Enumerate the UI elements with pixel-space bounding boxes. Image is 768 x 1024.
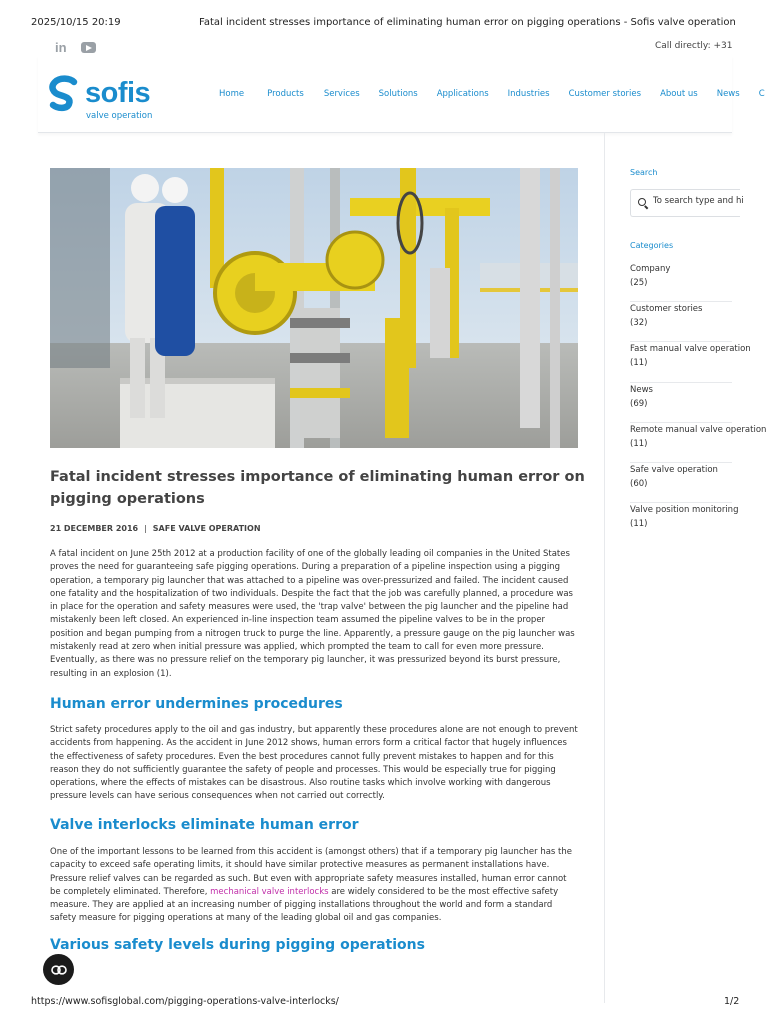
call-directly[interactable]: Call directly: +31 (655, 41, 733, 51)
brand-tagline: valve operation (86, 111, 153, 121)
category-item[interactable] (630, 302, 732, 342)
nav-applications[interactable]: Applications (436, 89, 489, 99)
heading-safety-levels: Various safety levels during pigging operations (50, 937, 425, 953)
nav-about-us[interactable]: About us (660, 89, 698, 99)
search-label: Search (630, 168, 658, 177)
category-item[interactable] (630, 423, 767, 463)
category-name[interactable]: Company (630, 264, 671, 274)
category-name[interactable]: Safe valve operation (630, 464, 718, 475)
category-item[interactable] (630, 463, 732, 503)
main-navbar (38, 56, 765, 133)
category-count: (11) (630, 438, 648, 449)
nav-news[interactable]: News (716, 89, 740, 99)
paragraph-procedures: Strict safety procedures apply to the oil and gas industry, but apparently these procedures alone are not enough to prevent accidents from happening. As the accident in June 2012 shows, human errors form a critical factor that hugely influences the effectiveness of safety procedures. Even the best procedures cannot fully prevent mistakes to happen and for this reason they do not sufficiently guarantee the safety of people and processes. This would be especially true for pigging operations, where the effects of mistakes can be disastrous. Also routine tasks which involve working with dangerous pressure levels can have serious consequences when not carried out correctly. (50, 725, 578, 802)
article-hero-image (50, 168, 578, 448)
categories-label: Categories (630, 241, 674, 250)
category-item[interactable] (630, 383, 732, 423)
meta-separator: | (144, 524, 147, 533)
pigging-installation-photo (50, 168, 578, 448)
nav-solutions[interactable]: Solutions (378, 89, 418, 99)
mechanical-valve-interlocks-link[interactable]: mechanical valve interlocks (210, 886, 329, 897)
article-intro: A fatal incident on June 25th 2012 at a production facility of one of the globally leading oil companies in the United States proves the need for guaranteeing safe pigging operations. During a preparation of a pipeline inspection using a pigging operation, a temporary pig launcher that was attached to a pipeline was over-pressurized and failed. The incident caused one fatality and the hospitalization of two individuals. Despite the fact that the job was carefully planned, a procedure was in place for the operation and safety measures were used, the 'trap valve' between the pig launcher and the pipeline had mistakenly been left closed. An experienced in-line inspection team assumed the pipeline valves to be in the proper position and began pumping from a nitrogen truck to purge the line. Apparently, a pressure gauge on the pig launcher was mistakenly read at zero when initial pressure was applied, which prompted the team to call for even more pressure. Eventually, as there was no pressure relief on the temporary pig launcher, it was pressurized beyond its burst pressure, resulting in an explosion (1). (50, 549, 575, 679)
category-count: (32) (630, 318, 648, 329)
category-list (630, 262, 767, 543)
interlocks-text-after: are widely considered to be the most effective safety measure. They are applied at an increasing number of pigging installations throughout the world and form a standard safety measure for pigging operations at many of the leading global oil and gas companies. (50, 886, 559, 924)
category-count: (11) (630, 519, 648, 530)
heading-interlocks: Valve interlocks eliminate human error (50, 817, 359, 833)
search-box[interactable] (630, 189, 740, 217)
category-name[interactable]: Remote manual valve operation (630, 424, 767, 435)
print-url: https://www.sofisglobal.com/pigging-operations-valve-interlocks/ (31, 996, 339, 1007)
article-category[interactable]: SAFE VALVE OPERATION (152, 524, 261, 533)
sofis-logo-icon (48, 76, 80, 114)
article-title: Fatal incident stresses importance of eliminating human error on pigging operations (50, 469, 585, 507)
search-icon (638, 198, 646, 206)
category-name[interactable]: Valve position monitoring (630, 505, 739, 516)
category-count: (69) (630, 398, 648, 409)
paragraph-interlocks (50, 846, 578, 926)
print-date: 2025/10/15 20:19 (31, 17, 121, 28)
category-count: (11) (630, 358, 648, 369)
heading-procedures: Human error undermines procedures (50, 696, 343, 712)
link-icon (51, 965, 67, 975)
sofis-logo[interactable] (48, 74, 168, 124)
category-item[interactable] (630, 503, 739, 543)
social-links (55, 40, 96, 55)
nav-products[interactable]: Products (267, 89, 304, 99)
category-count: (25) (630, 278, 648, 288)
youtube-icon[interactable] (81, 42, 96, 53)
print-title: Fatal incident stresses importance of eliminating human error on pigging operations - Sofis valve operation (199, 17, 736, 28)
category-name[interactable]: News (630, 384, 653, 395)
print-page-number: 1/2 (724, 996, 740, 1007)
nav-home[interactable]: Home (219, 89, 245, 99)
main-menu (219, 89, 765, 99)
category-item[interactable] (630, 342, 751, 382)
nav-contact[interactable]: C (758, 89, 765, 99)
category-item[interactable] (630, 262, 732, 302)
article-date: 21 DECEMBER 2016 (50, 524, 139, 533)
brand-name: sofis (85, 77, 151, 109)
sidebar-divider (604, 133, 605, 1003)
nav-customer-stories[interactable]: Customer stories (568, 89, 642, 99)
category-name[interactable]: Customer stories (630, 304, 703, 315)
interlocks-text-before: One of the important lessons to be learned from this accident is (amongst others) that if a temporary pig launcher has the capacity to exceed safe operating limits, it should have similar protective measures as permanent installations have. Pressure relief valves can be regarded as such. But even with appropriate safety measures installed, human error cannot be completely eliminated. Therefore, (50, 847, 572, 897)
cookie-settings-button[interactable] (43, 954, 74, 985)
search-input[interactable] (653, 196, 743, 206)
nav-services[interactable]: Services (323, 89, 360, 99)
category-name[interactable]: Fast manual valve operation (630, 344, 751, 355)
category-count: (60) (630, 478, 648, 489)
linkedin-icon[interactable]: in (55, 40, 67, 55)
article-meta (50, 524, 261, 533)
nav-industries[interactable]: Industries (507, 89, 550, 99)
